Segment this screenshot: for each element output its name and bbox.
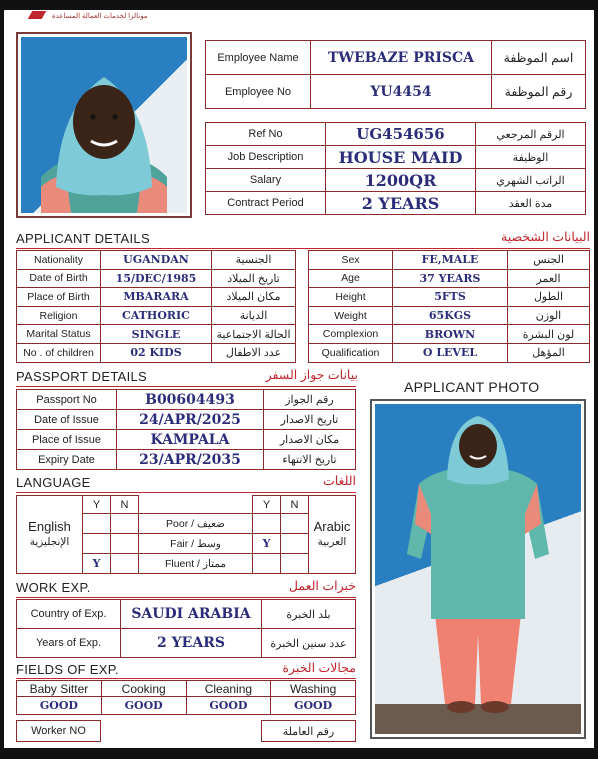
fields-of-exp-title-ar: مجالات الخبرة	[282, 661, 356, 675]
weight-label-ar: الوزن	[508, 306, 590, 325]
level-fluent-ar: ممتاز	[202, 557, 227, 570]
work-exp-title-ar: خبرات العمل	[288, 579, 356, 593]
job-description-value: HOUSE MAID	[326, 146, 476, 169]
sex-label: Sex	[309, 251, 393, 270]
baby-sitter-label: Baby Sitter	[17, 681, 102, 697]
employee-name-label-ar: اسم الموظفة	[492, 41, 586, 75]
marital-status-label-ar: الحالة الاجتماعية	[212, 325, 296, 344]
passport-details-title: PASSPORT DETAILS	[16, 369, 147, 384]
qualification-value: O LEVEL	[393, 343, 508, 362]
applicant-photo-title: APPLICANT PHOTO	[404, 379, 540, 395]
years-of-exp-label-ar: عدد سنين الخبرة	[262, 629, 356, 658]
passport-details-title-ar: بيانات جواز السفر	[265, 368, 358, 382]
religion-value: CATHORIC	[101, 306, 212, 325]
work-exp-title: WORK EXP.	[16, 580, 91, 595]
level-fair-en: Fair /	[170, 537, 195, 550]
expiry-date-label-ar: تاريخ الانتهاء	[264, 450, 356, 470]
ref-no-value: UG454656	[326, 123, 476, 146]
nationality-label-ar: الجنسية	[212, 251, 296, 270]
worker-no-label: Worker NO	[17, 721, 101, 742]
cooking-label: Cooking	[101, 681, 186, 697]
english-fair-y	[83, 534, 111, 554]
headshot-photo	[16, 32, 192, 218]
place-of-issue-label: Place of Issue	[17, 430, 117, 450]
children-label: No . of children	[17, 343, 101, 362]
arabic-n-header: N	[281, 496, 309, 514]
arabic-fluent-y	[253, 554, 281, 574]
level-poor-ar: ضعيف	[196, 517, 225, 530]
employee-table	[205, 40, 586, 109]
nationality-label: Nationality	[17, 251, 101, 270]
arabic-poor-n	[281, 514, 309, 534]
place-of-issue-label-ar: مكان الاصدار	[264, 430, 356, 450]
age-label-ar: العمر	[508, 269, 590, 288]
date-of-birth-value: 15/DEC/1985	[101, 269, 212, 288]
bottom-border	[0, 748, 598, 759]
children-label-ar: عدد الاطفال	[212, 343, 296, 362]
nationality-value: UGANDAN	[101, 251, 212, 270]
age-value: 37 YEARS	[393, 269, 508, 288]
expiry-date-value: 23/APR/2035	[117, 450, 264, 470]
years-of-exp-value: 2 YEARS	[121, 629, 262, 658]
contract-period-value: 2 YEARS	[326, 192, 476, 215]
date-of-birth-label-ar: تاريخ الميلاد	[212, 269, 296, 288]
applicant-details-left-table	[16, 250, 296, 363]
complexion-label: Complexion	[309, 325, 393, 344]
date-of-issue-label-ar: تاريخ الاصدار	[264, 410, 356, 430]
ref-no-label-ar: الرقم المرجعي	[476, 123, 586, 146]
washing-value: GOOD	[271, 697, 356, 715]
years-of-exp-label: Years of Exp.	[17, 629, 121, 658]
english-fluent-n	[111, 554, 139, 574]
arabic-label-ar: العربية	[317, 536, 347, 549]
age-label: Age	[309, 269, 393, 288]
weight-value: 65KGS	[393, 306, 508, 325]
religion-label: Religion	[17, 306, 101, 325]
level-fair-ar: وسط	[197, 537, 221, 550]
left-border	[0, 0, 4, 759]
place-of-birth-label-ar: مكان الميلاد	[212, 288, 296, 307]
english-y-header: Y	[83, 496, 111, 514]
language-divider	[16, 492, 356, 493]
employee-no-label-ar: رقم الموظفة	[492, 75, 586, 109]
english-n-header: N	[111, 496, 139, 514]
place-of-issue-value: KAMPALA	[117, 430, 264, 450]
job-description-label: Job Description	[206, 146, 326, 169]
passport-no-label-ar: رقم الجواز	[264, 390, 356, 410]
qualification-label-ar: المؤهل	[508, 343, 590, 362]
applicant-details-right-table	[308, 250, 590, 363]
height-label: Height	[309, 288, 393, 307]
arabic-y-header: Y	[253, 496, 281, 514]
fields-divider	[16, 678, 356, 679]
fields-of-exp-table	[16, 680, 356, 715]
headshot-figure-icon	[21, 37, 187, 213]
applicant-details-title: APPLICANT DETAILS	[16, 231, 150, 246]
arabic-fair-n	[281, 534, 309, 554]
english-label-ar: الإنجليزية	[29, 536, 70, 549]
complexion-label-ar: لون البشرة	[508, 325, 590, 344]
english-poor-y	[83, 514, 111, 534]
salary-label: Salary	[206, 169, 326, 192]
english-cell	[17, 496, 83, 574]
baby-sitter-value: GOOD	[17, 697, 102, 715]
worker-no-table	[16, 720, 356, 742]
passport-no-label: Passport No	[17, 390, 117, 410]
religion-label-ar: الديانة	[212, 306, 296, 325]
country-of-exp-label-ar: بلد الخبرة	[262, 600, 356, 629]
section-divider	[16, 248, 590, 249]
arabic-poor-y	[253, 514, 281, 534]
language-title: LANGUAGE	[16, 475, 91, 490]
marital-status-label: Marital Status	[17, 325, 101, 344]
height-label-ar: الطول	[508, 288, 590, 307]
weight-label: Weight	[309, 306, 393, 325]
date-of-birth-label: Date of Birth	[17, 269, 101, 288]
cleaning-value: GOOD	[186, 697, 271, 715]
sex-label-ar: الجنس	[508, 251, 590, 270]
level-poor-en: Poor /	[166, 517, 195, 530]
ref-no-label: Ref No	[206, 123, 326, 146]
job-description-label-ar: الوظيفة	[476, 146, 586, 169]
place-of-birth-label: Place of Birth	[17, 288, 101, 307]
employee-name-value: TWEBAZE PRISCA	[311, 41, 492, 75]
marital-status-value: SINGLE	[101, 325, 212, 344]
contract-period-label-ar: مدة العقد	[476, 192, 586, 215]
sex-value: FE,MALE	[393, 251, 508, 270]
children-value: 02 KIDS	[101, 343, 212, 362]
arabic-fluent-n	[281, 554, 309, 574]
height-value: 5FTS	[393, 288, 508, 307]
agency-logo-text: مونالزا لخدمات العمالة المساعدة	[52, 13, 148, 20]
employee-no-label: Employee No	[206, 75, 311, 109]
contract-period-label: Contract Period	[206, 192, 326, 215]
country-of-exp-value: SAUDI ARABIA	[121, 600, 262, 629]
cleaning-label: Cleaning	[186, 681, 271, 697]
english-poor-n	[111, 514, 139, 534]
level-fair	[139, 534, 253, 554]
applicant-details-title-ar: البيانات الشخصية	[501, 230, 590, 244]
language-title-ar: اللغات	[322, 474, 356, 488]
passport-divider	[16, 386, 356, 387]
salary-value: 1200QR	[326, 169, 476, 192]
complexion-value: BROWN	[393, 325, 508, 344]
language-table	[16, 495, 356, 574]
worker-no-label-ar: رقم العاملة	[262, 721, 356, 742]
work-exp-table	[16, 599, 356, 658]
passport-table	[16, 389, 356, 470]
employee-no-value: YU4454	[311, 75, 492, 109]
english-fair-n	[111, 534, 139, 554]
level-fluent-en: Fluent /	[164, 557, 200, 570]
washing-label: Washing	[271, 681, 356, 697]
cooking-value: GOOD	[101, 697, 186, 715]
work-exp-divider	[16, 597, 356, 598]
arabic-label: Arabic	[313, 519, 351, 535]
expiry-date-label: Expiry Date	[17, 450, 117, 470]
date-of-issue-value: 24/APR/2025	[117, 410, 264, 430]
job-table	[205, 122, 586, 215]
date-of-issue-label: Date of Issue	[17, 410, 117, 430]
level-poor	[139, 514, 253, 534]
worker-no-value	[101, 721, 262, 742]
level-fluent	[139, 554, 253, 574]
english-label: English	[28, 519, 71, 535]
place-of-birth-value: MBARARA	[101, 288, 212, 307]
arabic-cell	[309, 496, 356, 574]
right-border	[594, 0, 598, 759]
level-header-blank	[139, 496, 253, 514]
salary-label-ar: الراتب الشهري	[476, 169, 586, 192]
full-body-photo	[370, 399, 586, 739]
arabic-fair-mark: Y	[253, 534, 281, 554]
passport-no-value: B00604493	[117, 390, 264, 410]
country-of-exp-label: Country of Exp.	[17, 600, 121, 629]
fields-of-exp-title: FIELDS OF EXP.	[16, 662, 119, 677]
english-fluent-mark: Y	[83, 554, 111, 574]
employee-name-label: Employee Name	[206, 41, 311, 75]
full-body-figure-icon	[375, 404, 581, 734]
qualification-label: Qualification	[309, 343, 393, 362]
